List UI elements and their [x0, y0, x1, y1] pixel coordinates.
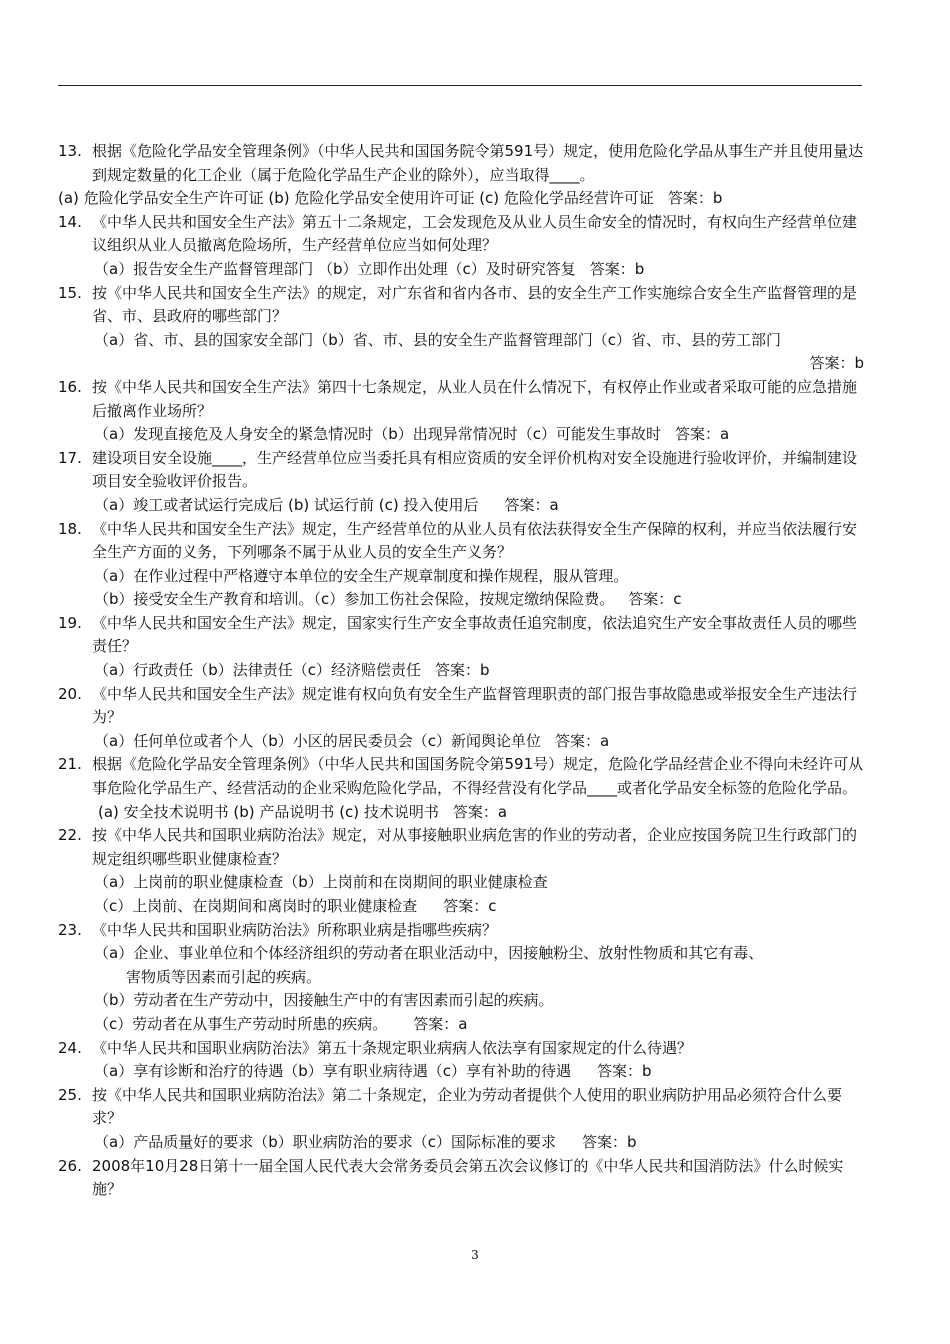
- question-25: [58, 1084, 864, 1131]
- question-22: [58, 824, 864, 871]
- question-number: 16.: [58, 377, 82, 396]
- question-list: [58, 140, 864, 1202]
- options-line: （a）上岗前的职业健康检查（b）上岗前和在岗期间的职业健康检查: [94, 873, 548, 892]
- options-line: （a）企业、事业单位和个体经济组织的劳动者在职业活动中，因接触粉尘、放射性物质和其它有毒、 害物质等因素而引起的疾病。: [94, 944, 764, 986]
- question-text: 《中华人民共和国职业病防治法》第五十条规定职业病病人依法享有国家规定的什么待遇？: [92, 1038, 693, 1057]
- answer: 答案：a: [452, 802, 508, 821]
- question-text: 《中华人民共和国安全生产法》规定，生产经营单位的从业人员有依法获得安全生产保障的权利，并应当依法履行安全生产方面的义务，下列哪条不属于从业人员的安全生产义务？: [92, 519, 858, 562]
- question-14: [58, 211, 864, 258]
- question-text: 《中华人民共和国安全生产法》第五十二条规定，工会发现危及从业人员生命安全的情况时，有权向生产经营单位建议组织从业人员撤离危险场所，生产经营单位应当如何处理？: [92, 212, 858, 255]
- options-line: （a）任何单位或者个人（b）小区的居民委员会（c）新闻舆论单位 答案：a: [94, 731, 610, 750]
- options-line: （a）省、市、县的国家安全部门（b）省、市、县的安全生产监督管理部门（c）省、市、县的劳工部门: [94, 330, 781, 349]
- question-23: [58, 919, 864, 943]
- question-number: 15.: [58, 283, 82, 302]
- answer: 答案：a: [413, 1014, 468, 1033]
- answer: 答案：b: [589, 259, 645, 278]
- question-18: [58, 518, 864, 565]
- question-text: 建设项目安全设施____，生产经营单位应当委托具有相应资质的安全评价机构对安全设施进行验收评价，并编制建设项目安全验收评价报告。: [92, 448, 858, 491]
- answer: 答案：b: [667, 189, 723, 208]
- options-line: （c）劳动者在从事生产劳动时所患的疾病。 答案：a: [94, 1014, 468, 1033]
- question-number: 20.: [58, 684, 82, 703]
- options-line: （a）竣工或者试运行完成后 (b) 试运行前 (c) 投入使用后 答案：a: [94, 495, 559, 514]
- options-line: (a) 危险化学品安全生产许可证 (b) 危险化学品安全使用许可证 (c) 危险化学品经营许可证 答案：b: [58, 189, 723, 208]
- options-line: （b）劳动者在生产劳动中，因接触生产中的有害因素而引起的疾病。: [94, 991, 554, 1010]
- question-number: 18.: [58, 519, 82, 538]
- header-rule: [58, 85, 862, 86]
- question-15: [58, 282, 864, 329]
- question-24: [58, 1037, 864, 1061]
- answer: 答案：b: [596, 1062, 652, 1081]
- options-line: （a）发现直接危及人身安全的紧急情况时（b）出现异常情况时（c）可能发生事故时 答案：a: [94, 425, 730, 444]
- question-number: 17.: [58, 448, 82, 467]
- answer: 答案：a: [554, 731, 610, 750]
- question-16: [58, 376, 864, 423]
- question-number: 21.: [58, 755, 82, 774]
- question-text: 《中华人民共和国安全生产法》规定，国家实行生产安全事故责任追究制度，依法追究生产安全事故责任人员的哪些责任？: [92, 613, 858, 656]
- options-line: （a）行政责任（b）法律责任（c）经济赔偿责任 答案：b: [94, 661, 490, 680]
- question-text: 根据《危险化学品安全管理条例》（中华人民共和国国务院令第591号）规定，使用危险化学品从事生产并且使用量达到规定数量的化工企业（属于危险化学品生产企业的除外），应当取得____。: [92, 142, 864, 184]
- options-line: （a）享有诊断和治疗的待遇（b）享有职业病待遇（c）享有补助的待遇 答案：b: [94, 1062, 652, 1081]
- question-number: 13.: [58, 142, 82, 160]
- answer: 答案：b: [809, 354, 864, 373]
- question-13: [58, 140, 864, 187]
- answer: 答案：b: [434, 661, 490, 680]
- question-19: [58, 612, 864, 659]
- answer: 答案：a: [674, 425, 730, 444]
- answer: 答案：c: [443, 897, 497, 915]
- options-line: (a) 安全技术说明书 (b) 产品说明书 (c) 技术说明书 答案：a: [98, 802, 508, 821]
- question-text: 按《中华人民共和国职业病防治法》第二十条规定，企业为劳动者提供个人使用的职业病防护用品必须符合什么要求？: [92, 1085, 843, 1128]
- options-line: （a）产品质量好的要求（b）职业病防治的要求（c）国际标准的要求 答案：b: [94, 1132, 637, 1151]
- question-text: 《中华人民共和国安全生产法》规定谁有权向负有安全生产监督管理职责的部门报告事故隐患或举报安全生产违法行为？: [92, 684, 858, 727]
- page-number: 3: [471, 1248, 479, 1262]
- question-text: 《中华人民共和国职业病防治法》所称职业病是指哪些疾病？: [92, 920, 498, 939]
- answer: 答案：b: [581, 1132, 637, 1151]
- question-text: 按《中华人民共和国职业病防治法》规定，对从事接触职业病危害的作业的劳动者，企业应按国务院卫生行政部门的规定组织哪些职业健康检查？: [92, 826, 858, 868]
- options-line: （c）上岗前、在岗期间和离岗时的职业健康检查 答案：c: [94, 897, 497, 915]
- question-number: 23.: [58, 920, 82, 939]
- question-number: 26.: [58, 1156, 82, 1175]
- answer: 答案：c: [628, 590, 682, 609]
- question-text: 2008年10月28日第十一届全国人民代表大会常务委员会第五次会议修订的《中华人民共和国消防法》什么时候实施？: [92, 1156, 844, 1199]
- question-21: [58, 753, 864, 800]
- question-number: 22.: [58, 826, 82, 845]
- question-number: 19.: [58, 613, 82, 632]
- options-line: （a）在作业过程中严格遵守本单位的安全生产规章制度和操作规程，服从管理。: [94, 566, 629, 585]
- question-text: 根据《危险化学品安全管理条例》（中华人民共和国国务院令第591号）规定，危险化学品经营企业不得向未经许可从事危险化学品生产、经营活动的企业采购危险化学品，不得经营没有化学品____或者化学品安全标签的危险化学品。: [92, 755, 864, 798]
- question-26: [58, 1155, 864, 1202]
- answer: 答案：a: [504, 495, 559, 514]
- question-17: [58, 447, 864, 494]
- question-number: 25.: [58, 1085, 82, 1104]
- question-number: 24.: [58, 1038, 82, 1057]
- question-number: 14.: [58, 212, 82, 231]
- question-text: 按《中华人民共和国安全生产法》第四十七条规定，从业人员在什么情况下，有权停止作业或者采取可能的应急措施后撤离作业场所？: [92, 377, 858, 420]
- question-20: [58, 683, 864, 730]
- question-text: 按《中华人民共和国安全生产法》的规定，对广东省和省内各市、县的安全生产工作实施综合安全生产监督管理的是省、市、县政府的哪些部门？: [92, 283, 858, 326]
- options-line: （b）接受安全生产教育和培训。（c）参加工伤社会保险，按规定缴纳保险费。 答案：c: [94, 590, 682, 609]
- options-line: （a）报告安全生产监督管理部门 （b）立即作出处理（c）及时研究答复 答案：b: [94, 259, 645, 278]
